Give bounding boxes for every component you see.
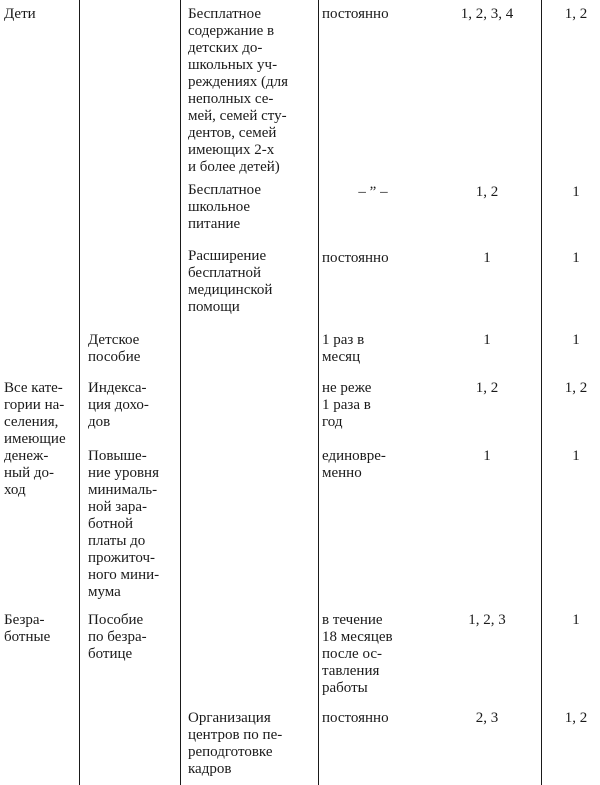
table-cell-col5: 1, 2, 3 xyxy=(468,612,506,628)
table-cell-category: Дети xyxy=(4,6,36,22)
table-cell-measure: Детское пособие xyxy=(88,332,141,365)
table-cell-benefit: Организация центров по пе- реподготовке кадров xyxy=(188,710,283,777)
table-cell-frequency: постоянно xyxy=(322,6,389,22)
table-cell-col5: 1, 2 xyxy=(475,380,499,396)
table-cell-frequency: не реже 1 раза в год xyxy=(322,380,372,430)
table-cell-col6: 1, 2 xyxy=(564,380,588,396)
table-cell-frequency: 1 раз в месяц xyxy=(322,332,365,365)
table-cell-col5: 1, 2, 3, 4 xyxy=(460,6,514,22)
table-cell-measure: Индекса- ция дохо- дов xyxy=(88,380,149,430)
table-cell-col6: 1 xyxy=(572,332,580,348)
column-divider xyxy=(79,0,80,785)
column-divider xyxy=(318,0,319,785)
table-cell-benefit: Бесплатное школьное питание xyxy=(188,182,262,232)
column-divider xyxy=(180,0,181,785)
table-cell-benefit: Расширение бесплатной медицинской помощи xyxy=(188,248,273,315)
table-cell-col5: 1, 2 xyxy=(475,184,499,200)
table-cell-col5: 1 xyxy=(483,332,491,348)
table-cell-col5: 2, 3 xyxy=(475,710,499,726)
table-cell-col6: 1 xyxy=(572,448,580,464)
table-cell-col6: 1 xyxy=(572,250,580,266)
table-cell-frequency: постоянно xyxy=(322,710,389,726)
table-cell-category: Безра- ботные xyxy=(4,612,51,645)
table-cell-measure: Повыше- ние уровня минималь- ной зара- ботной платы до прожиточ- ного мини- мума xyxy=(88,448,160,600)
table-cell-col5: 1 xyxy=(483,448,491,464)
table-cell-frequency: постоянно xyxy=(322,250,389,266)
table-cell-frequency: единовре- менно xyxy=(322,448,386,481)
table-cell-col6: 1, 2 xyxy=(564,710,588,726)
table-cell-col6: 1 xyxy=(572,612,580,628)
table-cell-frequency: – ” – xyxy=(358,184,388,200)
table-cell-benefit: Бесплатное содержание в детских до- школьных уч- реждениях (для неполных се- мей, семей сту- дентов, семей имеющих 2-х и более детей) xyxy=(188,6,289,175)
table-cell-measure: Пособие по безра- ботице xyxy=(88,612,147,662)
table-cell-col6: 1, 2 xyxy=(564,6,588,22)
table-cell-frequency: в течение 18 месяцев после ос- тавления работы xyxy=(322,612,393,696)
table-cell-category: Все кате- гории на- селения, имеющие денеж- ный до- ход xyxy=(4,380,66,498)
table-cell-col6: 1 xyxy=(572,184,580,200)
table-cell-col5: 1 xyxy=(483,250,491,266)
